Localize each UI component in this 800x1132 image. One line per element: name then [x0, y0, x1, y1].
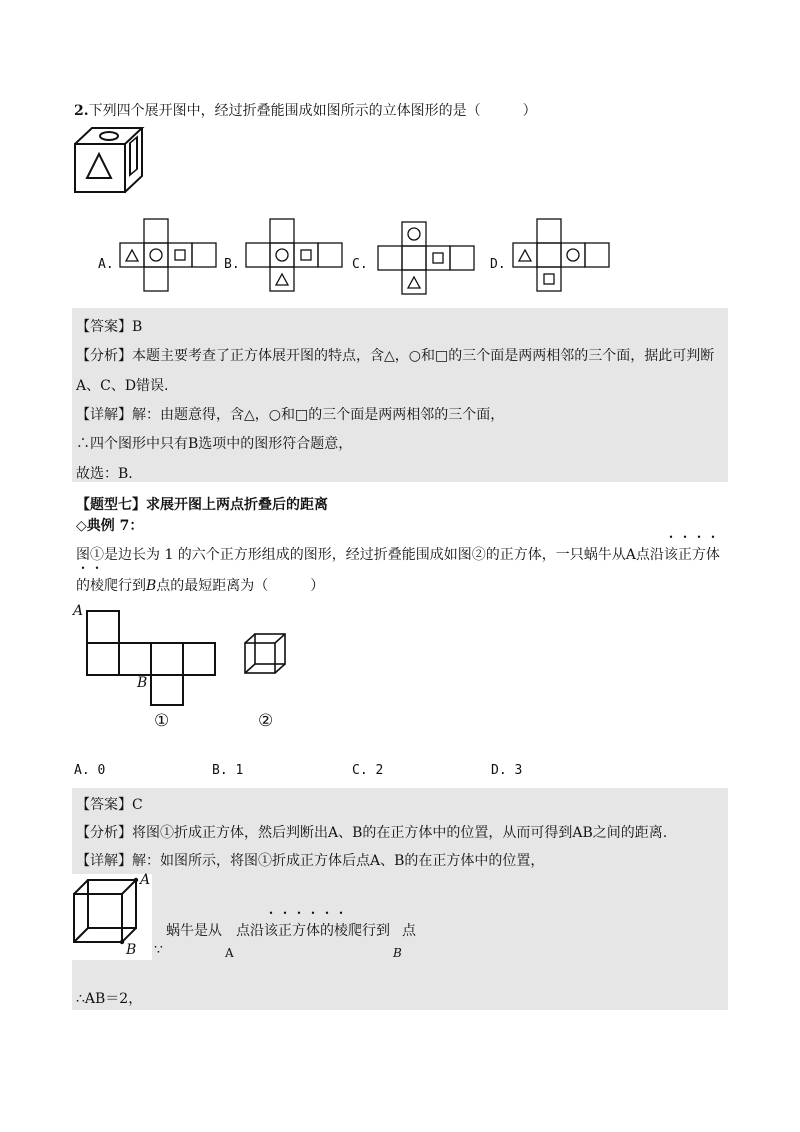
because-symbol: ∵ — [154, 942, 163, 958]
option-b-net[interactable] — [246, 219, 342, 291]
folded-point-a: A — [140, 872, 151, 888]
emphasis-text: 该正方体 — [663, 547, 720, 563]
snail-point-a: A — [225, 946, 234, 960]
figure-2-label: ② — [258, 711, 274, 731]
net-figure-1 — [86, 610, 218, 706]
example-label: ◇典例 7： — [76, 518, 144, 534]
section-title: 【题型七】求展开图上两点折叠后的距离 — [76, 497, 328, 513]
option-d-net[interactable] — [513, 219, 609, 291]
analysis-1-line-1: 【分析】本题主要考查了正方体展开图的特点，含△，○和□的三个面是两两相邻的三个面，据此可判断 — [76, 348, 715, 364]
snail-text-c: 爬行到 — [348, 923, 390, 939]
snail-emphasis: 该正方体的棱 — [264, 923, 348, 939]
detail-1-line-3: 故选：B. — [76, 466, 133, 482]
question-7-line-1 — [76, 544, 720, 564]
detail-1-line-1: 【详解】解：由题意得，含△，○和□的三个面是两两相邻的三个面， — [76, 407, 505, 423]
cube-figure — [74, 126, 154, 196]
snail-text-d: 点 — [402, 923, 416, 939]
snail-point-b: B — [393, 946, 402, 960]
conclusion: ∴AB＝2， — [76, 991, 143, 1007]
answer-2: 【答案】C — [76, 797, 143, 813]
q7-option-c[interactable]: C. 2 — [352, 763, 384, 778]
option-a-net[interactable] — [120, 219, 216, 291]
question-text: 下列四个展开图中，经过折叠能围成如图所示的立体图形的是（ ） — [88, 103, 537, 119]
option-a-label[interactable]: A. — [98, 257, 114, 272]
snail-text-b: 点沿 — [236, 923, 264, 939]
q7-option-d[interactable]: D. 3 — [491, 763, 523, 778]
detail-2: 【详解】解：如图所示，将图①折成正方体后点A、B的在正方体中的位置， — [76, 853, 545, 869]
question-7-text-c: 点的最短距离为（ ） — [156, 578, 325, 594]
answer-panel-1 — [72, 308, 728, 482]
option-d-label[interactable]: D. — [490, 257, 506, 272]
emphasis-text-2: 的棱 — [76, 578, 104, 594]
point-b-label: B — [146, 578, 157, 594]
analysis-2: 【分析】将图①折成正方体，然后判断出A、B的在正方体中的位置，从而可得到AB之间的距离. — [76, 825, 668, 841]
question-7-text-b: 爬行到 — [104, 578, 146, 594]
folded-point-b: B — [126, 942, 137, 958]
net-point-b: B — [137, 675, 148, 691]
q7-option-a[interactable]: A. 0 — [74, 763, 106, 778]
answer-1: 【答案】B — [76, 319, 143, 335]
cube-figure-2 — [244, 633, 288, 677]
snail-text-a: 蜗牛是从 — [166, 923, 222, 939]
question-7-line-2 — [76, 575, 324, 595]
question-2-stem — [74, 100, 537, 120]
figure-1-label: ① — [154, 711, 170, 731]
option-c-label[interactable]: C. — [352, 257, 368, 272]
analysis-1-line-2: A、C、D错误. — [76, 378, 169, 394]
question-number: 2. — [74, 103, 89, 119]
detail-1-line-2: ∴四个图形中只有B选项中的图形符合题意， — [76, 436, 353, 452]
q7-option-b[interactable]: B. 1 — [212, 763, 244, 778]
net-point-a: A — [73, 603, 84, 619]
option-c-net[interactable] — [378, 222, 474, 294]
question-7-text-a: 图①是边长为 1 的六个正方形组成的图形，经过折叠能围成如图②的正方体，一只蜗牛从A点沿 — [76, 547, 664, 563]
folded-cube-figure — [72, 878, 152, 958]
snail-sentence — [166, 920, 416, 940]
option-b-label[interactable]: B. — [224, 257, 240, 272]
